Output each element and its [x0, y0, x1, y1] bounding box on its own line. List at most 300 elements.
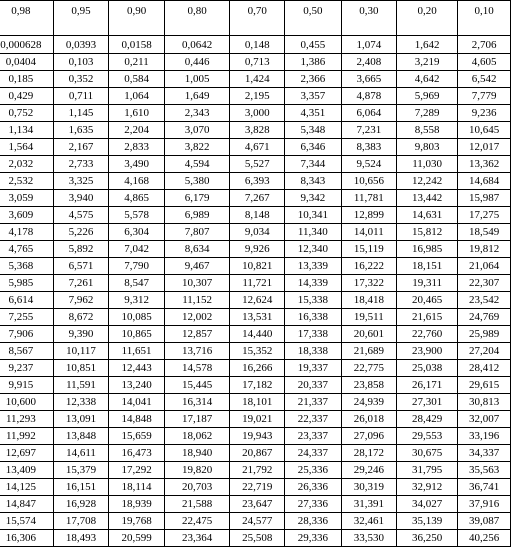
table-cell: 10,085: [109, 309, 165, 326]
table-cell: 5,348: [285, 122, 341, 139]
table-cell: 14,848: [109, 411, 165, 428]
table-cell: 3,219: [397, 54, 458, 71]
header-row: [0, 1, 511, 36]
table-cell: 4,168: [109, 173, 165, 190]
table-cell: 14,847: [0, 496, 53, 513]
table-cell: 2,532: [0, 173, 53, 190]
table-cell: 11,030: [397, 156, 458, 173]
table-cell: 18,151: [397, 258, 458, 275]
column-header: 0,20: [397, 1, 458, 36]
table-row: [0, 139, 511, 156]
table-cell: 13,531: [230, 309, 285, 326]
table-cell: 36,741: [458, 479, 511, 496]
table-cell: 21,588: [164, 496, 230, 513]
table-cell: 33,196: [458, 428, 511, 445]
table-cell: 2,032: [0, 156, 53, 173]
table-cell: 31,795: [397, 462, 458, 479]
table-cell: 7,779: [458, 88, 511, 105]
table-cell: 12,899: [341, 207, 397, 224]
table-row: [0, 445, 511, 462]
table-cell: 30,319: [341, 479, 397, 496]
table-cell: 32,912: [397, 479, 458, 496]
table-cell: 14,684: [458, 173, 511, 190]
table-cell: 29,615: [458, 377, 511, 394]
table-cell: 6,064: [341, 105, 397, 122]
table-cell: 0,211: [109, 54, 165, 71]
table-cell: 2,366: [285, 71, 341, 88]
table-cell: 18,418: [341, 292, 397, 309]
table-cell: 27,096: [341, 428, 397, 445]
table-cell: 14,631: [397, 207, 458, 224]
table-cell: 19,311: [397, 275, 458, 292]
table-cell: 0,148: [230, 36, 285, 54]
table-cell: 0,711: [53, 88, 109, 105]
table-cell: 3,059: [0, 190, 53, 207]
table-cell: 5,527: [230, 156, 285, 173]
table-cell: 7,289: [397, 105, 458, 122]
table-cell: 4,671: [230, 139, 285, 156]
table-cell: 1,074: [341, 36, 397, 54]
table-cell: 18,493: [53, 530, 109, 547]
table-cell: 6,989: [164, 207, 230, 224]
table-cell: 12,443: [109, 360, 165, 377]
table-cell: 17,338: [285, 326, 341, 343]
table-cell: 1,635: [53, 122, 109, 139]
table-cell: 11,591: [53, 377, 109, 394]
table-cell: 22,760: [397, 326, 458, 343]
table-cell: 3,357: [285, 88, 341, 105]
table-cell: 25,508: [230, 530, 285, 547]
table-cell: 1,424: [230, 71, 285, 88]
table-cell: 0,0404: [0, 54, 53, 71]
table-cell: 9,312: [109, 292, 165, 309]
table-cell: 28,336: [285, 513, 341, 530]
column-header: 0,70: [230, 1, 285, 36]
table-cell: 9,237: [0, 360, 53, 377]
table-row: [0, 394, 511, 411]
table-cell: 1,564: [0, 139, 53, 156]
table-cell: 23,900: [397, 343, 458, 360]
table-cell: 12,242: [397, 173, 458, 190]
table-cell: 27,301: [397, 394, 458, 411]
table-cell: 9,467: [164, 258, 230, 275]
table-cell: 30,675: [397, 445, 458, 462]
table-cell: 13,409: [0, 462, 53, 479]
table-cell: 7,906: [0, 326, 53, 343]
table-row: [0, 105, 511, 122]
table-cell: 13,442: [397, 190, 458, 207]
table-cell: 16,314: [164, 394, 230, 411]
table-cell: 16,266: [230, 360, 285, 377]
table-cell: 8,634: [164, 241, 230, 258]
table-cell: 36,250: [397, 530, 458, 547]
table-cell: 14,578: [164, 360, 230, 377]
table-cell: 23,364: [164, 530, 230, 547]
table-cell: 13,362: [458, 156, 511, 173]
table-cell: 0,713: [230, 54, 285, 71]
table-cell: 10,600: [0, 394, 53, 411]
table-cell: 14,440: [230, 326, 285, 343]
table-cell: 7,344: [285, 156, 341, 173]
table-cell: 10,865: [109, 326, 165, 343]
table-cell: 15,574: [0, 513, 53, 530]
table-cell: 25,038: [397, 360, 458, 377]
table-cell: 15,987: [458, 190, 511, 207]
table-cell: 4,575: [53, 207, 109, 224]
table-cell: 8,567: [0, 343, 53, 360]
table-cell: 28,429: [397, 411, 458, 428]
table-cell: 5,226: [53, 224, 109, 241]
table-cell: 18,062: [164, 428, 230, 445]
table-cell: 23,337: [285, 428, 341, 445]
table-row: [0, 462, 511, 479]
table-cell: 20,337: [285, 377, 341, 394]
table-cell: 22,307: [458, 275, 511, 292]
table-cell: 21,064: [458, 258, 511, 275]
table-cell: 11,721: [230, 275, 285, 292]
table-cell: 18,939: [109, 496, 165, 513]
table-cell: 12,697: [0, 445, 53, 462]
table-cell: 19,768: [109, 513, 165, 530]
table-cell: 13,716: [164, 343, 230, 360]
table-cell: 6,393: [230, 173, 285, 190]
column-header: 0,80: [164, 1, 230, 36]
table-body: [0, 1, 511, 547]
table-row: [0, 258, 511, 275]
table-cell: 2,706: [458, 36, 511, 54]
table-cell: 10,117: [53, 343, 109, 360]
table-row: [0, 377, 511, 394]
table-cell: 17,708: [53, 513, 109, 530]
table-cell: 0,455: [285, 36, 341, 54]
table-cell: 0,185: [0, 71, 53, 88]
table-cell: 26,171: [397, 377, 458, 394]
table-cell: 14,611: [53, 445, 109, 462]
table-cell: 35,139: [397, 513, 458, 530]
table-cell: 6,542: [458, 71, 511, 88]
table-row: [0, 479, 511, 496]
table-cell: 8,343: [285, 173, 341, 190]
table-cell: 18,101: [230, 394, 285, 411]
table-row: [0, 224, 511, 241]
table-cell: 26,018: [341, 411, 397, 428]
table-cell: 7,231: [341, 122, 397, 139]
table-cell: 19,021: [230, 411, 285, 428]
table-cell: 6,346: [285, 139, 341, 156]
table-cell: 3,665: [341, 71, 397, 88]
table-cell: 0,0393: [53, 36, 109, 54]
table-cell: 17,322: [341, 275, 397, 292]
table-cell: 10,851: [53, 360, 109, 377]
table-row: [0, 513, 511, 530]
table-cell: 34,027: [397, 496, 458, 513]
table-cell: 29,246: [341, 462, 397, 479]
table-cell: 16,985: [397, 241, 458, 258]
table-cell: 39,087: [458, 513, 511, 530]
table-row: [0, 156, 511, 173]
table-cell: 3,490: [109, 156, 165, 173]
table-row: [0, 54, 511, 71]
table-cell: 1,134: [0, 122, 53, 139]
table-row: [0, 411, 511, 428]
table-cell: 9,926: [230, 241, 285, 258]
table-cell: 10,307: [164, 275, 230, 292]
table-cell: 2,733: [53, 156, 109, 173]
table-cell: 10,645: [458, 122, 511, 139]
table-cell: 4,351: [285, 105, 341, 122]
table-cell: 0,429: [0, 88, 53, 105]
table-cell: 2,167: [53, 139, 109, 156]
table-cell: 20,599: [109, 530, 165, 547]
table-cell: 10,656: [341, 173, 397, 190]
table-cell: 7,807: [164, 224, 230, 241]
table-row: [0, 360, 511, 377]
table-cell: 11,293: [0, 411, 53, 428]
table-cell: 1,005: [164, 71, 230, 88]
table-cell: 2,408: [341, 54, 397, 71]
table-row: [0, 496, 511, 513]
table-row: [0, 292, 511, 309]
table-cell: 6,304: [109, 224, 165, 241]
table-cell: 15,445: [164, 377, 230, 394]
table-cell: 3,325: [53, 173, 109, 190]
table-cell: 22,337: [285, 411, 341, 428]
table-cell: 8,547: [109, 275, 165, 292]
table-cell: 18,940: [164, 445, 230, 462]
table-cell: 9,915: [0, 377, 53, 394]
table-cell: 24,337: [285, 445, 341, 462]
table-cell: 3,609: [0, 207, 53, 224]
table-cell: 0,446: [164, 54, 230, 71]
table-cell: 29,336: [285, 530, 341, 547]
table-cell: 2,204: [109, 122, 165, 139]
table-row: [0, 275, 511, 292]
table-cell: 8,672: [53, 309, 109, 326]
table-cell: 5,969: [397, 88, 458, 105]
table-row: [0, 530, 511, 547]
table-cell: 20,867: [230, 445, 285, 462]
table-cell: 6,571: [53, 258, 109, 275]
table-cell: 30,813: [458, 394, 511, 411]
table-cell: 18,338: [285, 343, 341, 360]
table-row: [0, 36, 511, 54]
column-header: 0,10: [458, 1, 511, 36]
table-cell: 0,584: [109, 71, 165, 88]
table-cell: 13,091: [53, 411, 109, 428]
table-cell: 9,390: [53, 326, 109, 343]
table-cell: 19,812: [458, 241, 511, 258]
table-cell: 34,337: [458, 445, 511, 462]
table-cell: 4,178: [0, 224, 53, 241]
table-cell: 16,222: [341, 258, 397, 275]
table-cell: 23,647: [230, 496, 285, 513]
table-cell: 32,461: [341, 513, 397, 530]
column-header: 0,90: [109, 1, 165, 36]
table-row: [0, 173, 511, 190]
table-cell: 28,172: [341, 445, 397, 462]
table-cell: 31,391: [341, 496, 397, 513]
table-cell: 22,719: [230, 479, 285, 496]
table-cell: 27,204: [458, 343, 511, 360]
table-cell: 15,338: [285, 292, 341, 309]
table-cell: 9,236: [458, 105, 511, 122]
table-cell: 8,383: [341, 139, 397, 156]
table-cell: 3,940: [53, 190, 109, 207]
table-cell: 14,125: [0, 479, 53, 496]
table-cell: 0,103: [53, 54, 109, 71]
table-cell: 22,775: [341, 360, 397, 377]
column-header: 0,95: [53, 1, 109, 36]
table-cell: 32,007: [458, 411, 511, 428]
table-cell: 23,542: [458, 292, 511, 309]
table-row: [0, 122, 511, 139]
table-cell: 17,187: [164, 411, 230, 428]
table-cell: 1,386: [285, 54, 341, 71]
table-cell: 6,179: [164, 190, 230, 207]
table-cell: 4,865: [109, 190, 165, 207]
table-cell: 24,769: [458, 309, 511, 326]
table-cell: 4,594: [164, 156, 230, 173]
table-cell: 4,878: [341, 88, 397, 105]
table-cell: 0,0642: [164, 36, 230, 54]
table-cell: 5,985: [0, 275, 53, 292]
table-cell: 11,340: [285, 224, 341, 241]
table-cell: 37,916: [458, 496, 511, 513]
table-cell: 15,379: [53, 462, 109, 479]
table-cell: 19,943: [230, 428, 285, 445]
column-header: 0,98: [0, 1, 53, 36]
table-cell: 15,812: [397, 224, 458, 241]
table-cell: 26,336: [285, 479, 341, 496]
table-cell: 1,145: [53, 105, 109, 122]
table-cell: 8,148: [230, 207, 285, 224]
table-cell: 24,939: [341, 394, 397, 411]
table-cell: 8,558: [397, 122, 458, 139]
table-cell: 7,261: [53, 275, 109, 292]
table-cell: 28,412: [458, 360, 511, 377]
table-row: [0, 241, 511, 258]
table-cell: 9,342: [285, 190, 341, 207]
table-cell: 3,070: [164, 122, 230, 139]
table-cell: 7,267: [230, 190, 285, 207]
table-cell: 0,000628: [0, 36, 53, 54]
table-cell: 12,340: [285, 241, 341, 258]
table-cell: 0,0158: [109, 36, 165, 54]
table-cell: 40,256: [458, 530, 511, 547]
table-cell: 2,343: [164, 105, 230, 122]
table-cell: 21,615: [397, 309, 458, 326]
table-cell: 9,803: [397, 139, 458, 156]
table-cell: 4,642: [397, 71, 458, 88]
table-cell: 1,642: [397, 36, 458, 54]
table-cell: 3,000: [230, 105, 285, 122]
table-cell: 0,352: [53, 71, 109, 88]
table-cell: 18,549: [458, 224, 511, 241]
table-cell: 19,337: [285, 360, 341, 377]
column-header: 0,50: [285, 1, 341, 36]
table-cell: 35,563: [458, 462, 511, 479]
table-cell: 4,605: [458, 54, 511, 71]
table-cell: 3,828: [230, 122, 285, 139]
table-cell: 5,380: [164, 173, 230, 190]
table-cell: 18,114: [109, 479, 165, 496]
table-cell: 9,034: [230, 224, 285, 241]
table-cell: 11,992: [0, 428, 53, 445]
table-cell: 20,703: [164, 479, 230, 496]
table-cell: 12,002: [164, 309, 230, 326]
column-header: 0,30: [341, 1, 397, 36]
table-cell: 19,511: [341, 309, 397, 326]
table-cell: 11,152: [164, 292, 230, 309]
table-cell: 13,240: [109, 377, 165, 394]
table-cell: 5,892: [53, 241, 109, 258]
table-cell: 6,614: [0, 292, 53, 309]
table-cell: 12,338: [53, 394, 109, 411]
table-row: [0, 71, 511, 88]
table-cell: 3,822: [164, 139, 230, 156]
table-cell: 19,820: [164, 462, 230, 479]
table-cell: 20,601: [341, 326, 397, 343]
table-cell: 16,151: [53, 479, 109, 496]
table-cell: 22,475: [164, 513, 230, 530]
table-cell: 7,255: [0, 309, 53, 326]
table-cell: 16,473: [109, 445, 165, 462]
table-cell: 1,610: [109, 105, 165, 122]
table-cell: 21,689: [341, 343, 397, 360]
table-row: [0, 326, 511, 343]
table-cell: 17,275: [458, 207, 511, 224]
table-cell: 25,989: [458, 326, 511, 343]
table-cell: 15,352: [230, 343, 285, 360]
table-cell: 4,765: [0, 241, 53, 258]
table-cell: 27,336: [285, 496, 341, 513]
table-cell: 14,011: [341, 224, 397, 241]
table-cell: 14,339: [285, 275, 341, 292]
table-cell: 7,042: [109, 241, 165, 258]
table-cell: 12,017: [458, 139, 511, 156]
table-row: [0, 343, 511, 360]
table-cell: 17,292: [109, 462, 165, 479]
table-row: [0, 190, 511, 207]
table-cell: 21,792: [230, 462, 285, 479]
table-cell: 14,041: [109, 394, 165, 411]
table-cell: 7,962: [53, 292, 109, 309]
table-cell: 5,578: [109, 207, 165, 224]
table-cell: 16,306: [0, 530, 53, 547]
table-cell: 10,821: [230, 258, 285, 275]
table-cell: 12,857: [164, 326, 230, 343]
table-cell: 1,064: [109, 88, 165, 105]
table-cell: 20,465: [397, 292, 458, 309]
table-cell: 17,182: [230, 377, 285, 394]
table-cell: 29,553: [397, 428, 458, 445]
table-cell: 11,781: [341, 190, 397, 207]
table-cell: 21,337: [285, 394, 341, 411]
table-cell: 11,651: [109, 343, 165, 360]
table-cell: 25,336: [285, 462, 341, 479]
table-cell: 2,195: [230, 88, 285, 105]
table-cell: 16,338: [285, 309, 341, 326]
table-cell: 15,659: [109, 428, 165, 445]
table-cell: 12,624: [230, 292, 285, 309]
table-cell: 15,119: [341, 241, 397, 258]
table-row: [0, 88, 511, 105]
table-row: [0, 428, 511, 445]
table-cell: 1,649: [164, 88, 230, 105]
table-cell: 13,339: [285, 258, 341, 275]
table-cell: 9,524: [341, 156, 397, 173]
table-cell: 5,368: [0, 258, 53, 275]
